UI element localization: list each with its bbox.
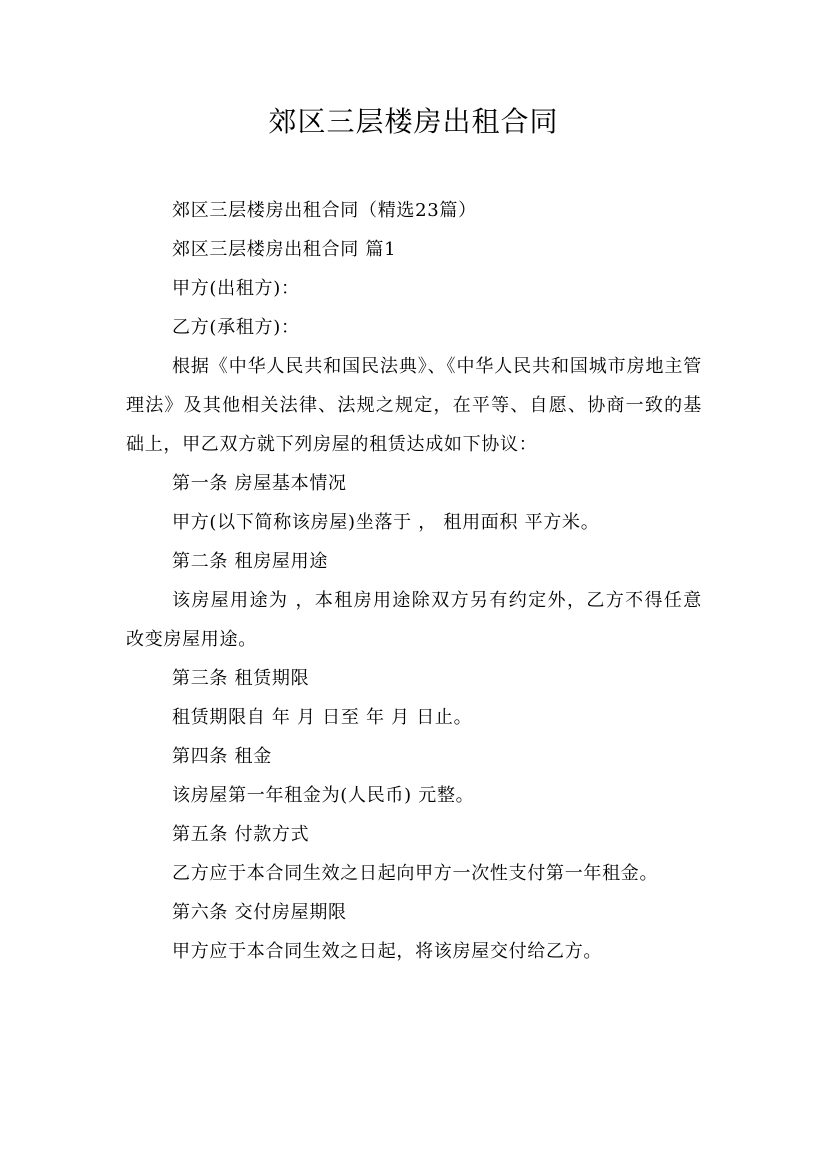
paragraph-subtitle: 郊区三层楼房出租合同（精选23篇） — [172, 200, 477, 221]
article-6-heading: 第六条 交付房屋期限 — [172, 902, 347, 923]
article-1-text: 甲方(以下简称该房屋)坐落于 ， 租用面积 平方米。 — [172, 512, 600, 533]
article-4-heading: 第四条 租金 — [172, 746, 272, 767]
article-5-heading: 第五条 付款方式 — [172, 824, 310, 845]
paragraph-preamble: 根据《中华人民共和国民法典》、《中华人民共和国城市房地主管理法》及其他相关法律、法规之规定，在平等、自愿、协商一致的基础上，甲乙双方就下列房屋的租赁达成如下协议： — [126, 356, 702, 455]
paragraph-chapter-heading: 郊区三层楼房出租合同 篇1 — [172, 239, 397, 260]
paragraph-party-b: 乙方(承租方)： — [172, 317, 300, 338]
article-4-text: 该房屋第一年租金为(人民币) 元整。 — [172, 785, 475, 806]
article-3-heading: 第三条 租赁期限 — [172, 668, 310, 689]
article-2-heading: 第二条 租房屋用途 — [172, 551, 329, 572]
paragraph-party-a: 甲方(出租方)： — [172, 278, 300, 299]
document-body — [126, 191, 702, 971]
article-6-text: 甲方应于本合同生效之日起，将该房屋交付给乙方。 — [172, 941, 603, 962]
article-1-heading: 第一条 房屋基本情况 — [172, 473, 347, 494]
article-3-text: 租赁期限自 年 月 日至 年 月 日止。 — [172, 707, 473, 728]
article-2-text: 该房屋用途为 ，本租房用途除双方另有约定外，乙方不得任意改变房屋用途。 — [126, 590, 702, 650]
article-5-text: 乙方应于本合同生效之日起向甲方一次性支付第一年租金。 — [172, 863, 659, 884]
document-title: 郊区三层楼房出租合同 — [268, 105, 559, 138]
